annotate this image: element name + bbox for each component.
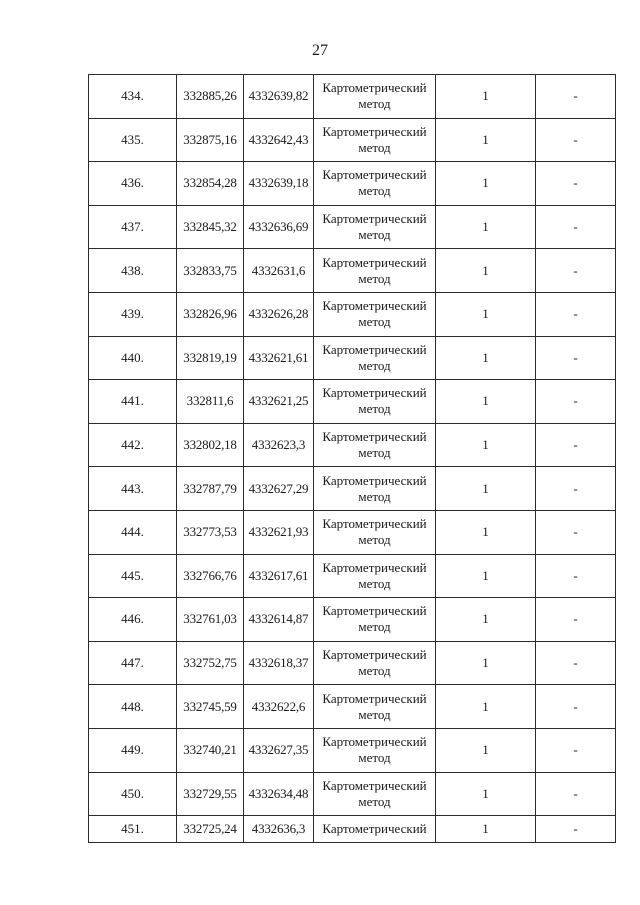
- method-line-1: Картометрический: [322, 341, 427, 357]
- point-number-cell: 451.: [89, 816, 177, 843]
- table-row: [89, 336, 616, 380]
- method-line-1: Картометрический: [322, 559, 427, 575]
- y-coordinate-cell: 4332614,87: [244, 598, 314, 642]
- x-coordinate-cell: 332826,96: [177, 292, 244, 336]
- table-row: [89, 685, 616, 729]
- method-cell: [314, 292, 436, 336]
- point-number-cell: 435.: [89, 118, 177, 162]
- x-coordinate-cell: 332833,75: [177, 249, 244, 293]
- x-coordinate-cell: 332725,24: [177, 816, 244, 843]
- method-cell: [314, 205, 436, 249]
- method-line-2: метод: [358, 619, 391, 635]
- method-line-2: метод: [358, 314, 391, 330]
- table-row: [89, 162, 616, 206]
- table-row: [89, 641, 616, 685]
- x-coordinate-cell: 332773,53: [177, 510, 244, 554]
- accuracy-cell: 1: [436, 467, 536, 511]
- method-line-1: Картометрический: [322, 472, 427, 488]
- method-cell: [314, 685, 436, 729]
- method-cell: [314, 510, 436, 554]
- method-cell: [314, 380, 436, 424]
- accuracy-cell: 1: [436, 816, 536, 843]
- y-coordinate-cell: 4332634,48: [244, 772, 314, 816]
- y-coordinate-cell: 4332639,18: [244, 162, 314, 206]
- method-line-1: Картометрический: [322, 777, 427, 793]
- table-row: [89, 205, 616, 249]
- point-number-cell: 444.: [89, 510, 177, 554]
- method-line-2: метод: [358, 575, 391, 591]
- method-line-1: Картометрический: [322, 647, 427, 663]
- method-line-1: Картометрический: [322, 80, 427, 96]
- table-row: [89, 772, 616, 816]
- table-row: [89, 816, 616, 843]
- point-number-cell: 450.: [89, 772, 177, 816]
- method-cell: [314, 467, 436, 511]
- description-cell: -: [536, 554, 616, 598]
- y-coordinate-cell: 4332622,6: [244, 685, 314, 729]
- point-number-cell: 439.: [89, 292, 177, 336]
- table-row: [89, 598, 616, 642]
- description-cell: -: [536, 205, 616, 249]
- accuracy-cell: 1: [436, 728, 536, 772]
- method-line-2: метод: [358, 793, 391, 809]
- table-row: [89, 292, 616, 336]
- accuracy-cell: 1: [436, 336, 536, 380]
- method-cell: [314, 598, 436, 642]
- coordinates-table: [88, 74, 616, 843]
- description-cell: -: [536, 162, 616, 206]
- description-cell: -: [536, 380, 616, 424]
- point-number-cell: 446.: [89, 598, 177, 642]
- y-coordinate-cell: 4332627,29: [244, 467, 314, 511]
- method-line-1: Картометрический: [322, 603, 427, 619]
- x-coordinate-cell: 332854,28: [177, 162, 244, 206]
- point-number-cell: 436.: [89, 162, 177, 206]
- x-coordinate-cell: 332885,26: [177, 75, 244, 119]
- x-coordinate-cell: 332811,6: [177, 380, 244, 424]
- method-cell: [314, 728, 436, 772]
- description-cell: -: [536, 467, 616, 511]
- method-line-2: метод: [358, 532, 391, 548]
- method-line-2: метод: [358, 96, 391, 112]
- method-line-1: Картометрический: [322, 429, 427, 445]
- accuracy-cell: 1: [436, 205, 536, 249]
- accuracy-cell: 1: [436, 380, 536, 424]
- table-row: [89, 249, 616, 293]
- method-line-2: метод: [358, 357, 391, 373]
- accuracy-cell: 1: [436, 249, 536, 293]
- method-line-1: Картометрический: [322, 516, 427, 532]
- method-line-1: Картометрический: [322, 167, 427, 183]
- description-cell: -: [536, 728, 616, 772]
- point-number-cell: 434.: [89, 75, 177, 119]
- method-cell: [314, 118, 436, 162]
- point-number-cell: 442.: [89, 423, 177, 467]
- table-row: [89, 423, 616, 467]
- method-line-2: метод: [358, 183, 391, 199]
- x-coordinate-cell: 332787,79: [177, 467, 244, 511]
- point-number-cell: 438.: [89, 249, 177, 293]
- accuracy-cell: 1: [436, 162, 536, 206]
- method-line-2: метод: [358, 750, 391, 766]
- description-cell: -: [536, 510, 616, 554]
- method-line-2: метод: [358, 270, 391, 286]
- method-line-2: метод: [358, 445, 391, 461]
- point-number-cell: 441.: [89, 380, 177, 424]
- y-coordinate-cell: 4332621,61: [244, 336, 314, 380]
- x-coordinate-cell: 332845,32: [177, 205, 244, 249]
- x-coordinate-cell: 332740,21: [177, 728, 244, 772]
- description-cell: -: [536, 423, 616, 467]
- accuracy-cell: 1: [436, 118, 536, 162]
- point-number-cell: 449.: [89, 728, 177, 772]
- accuracy-cell: 1: [436, 554, 536, 598]
- method-cell: [314, 554, 436, 598]
- x-coordinate-cell: 332875,16: [177, 118, 244, 162]
- description-cell: -: [536, 118, 616, 162]
- y-coordinate-cell: 4332631,6: [244, 249, 314, 293]
- y-coordinate-cell: 4332642,43: [244, 118, 314, 162]
- method-line-2: метод: [358, 706, 391, 722]
- point-number-cell: 443.: [89, 467, 177, 511]
- method-cell: [314, 816, 436, 843]
- y-coordinate-cell: 4332626,28: [244, 292, 314, 336]
- method-line-1: Картометрический: [322, 123, 427, 139]
- accuracy-cell: 1: [436, 423, 536, 467]
- method-cell: [314, 249, 436, 293]
- point-number-cell: 437.: [89, 205, 177, 249]
- description-cell: -: [536, 685, 616, 729]
- method-cell: [314, 641, 436, 685]
- table-row: [89, 554, 616, 598]
- y-coordinate-cell: 4332617,61: [244, 554, 314, 598]
- y-coordinate-cell: 4332623,3: [244, 423, 314, 467]
- method-line-2: метод: [358, 663, 391, 679]
- description-cell: -: [536, 641, 616, 685]
- table-row: [89, 118, 616, 162]
- y-coordinate-cell: 4332636,3: [244, 816, 314, 843]
- method-line-1: Картометрический: [322, 734, 427, 750]
- description-cell: -: [536, 249, 616, 293]
- method-line-1: Картометрический: [322, 298, 427, 314]
- point-number-cell: 445.: [89, 554, 177, 598]
- y-coordinate-cell: 4332627,35: [244, 728, 314, 772]
- accuracy-cell: 1: [436, 772, 536, 816]
- point-number-cell: 447.: [89, 641, 177, 685]
- page-number: 27: [312, 42, 328, 59]
- table-row: [89, 510, 616, 554]
- x-coordinate-cell: 332761,03: [177, 598, 244, 642]
- point-number-cell: 448.: [89, 685, 177, 729]
- table-row: [89, 380, 616, 424]
- method-cell: [314, 772, 436, 816]
- method-line-2: метод: [358, 401, 391, 417]
- table-row: [89, 467, 616, 511]
- method-line-1: Картометрический: [322, 690, 427, 706]
- table-row: [89, 728, 616, 772]
- description-cell: -: [536, 772, 616, 816]
- y-coordinate-cell: 4332621,93: [244, 510, 314, 554]
- method-line-1: Картометрический: [322, 254, 427, 270]
- x-coordinate-cell: 332802,18: [177, 423, 244, 467]
- method-cell: [314, 336, 436, 380]
- table-row: [89, 75, 616, 119]
- method-cell: [314, 75, 436, 119]
- coordinates-table-body: [89, 75, 616, 843]
- accuracy-cell: 1: [436, 685, 536, 729]
- x-coordinate-cell: 332745,59: [177, 685, 244, 729]
- accuracy-cell: 1: [436, 641, 536, 685]
- method-line-1: Картометрический: [322, 821, 427, 837]
- description-cell: -: [536, 598, 616, 642]
- accuracy-cell: 1: [436, 598, 536, 642]
- method-cell: [314, 423, 436, 467]
- accuracy-cell: 1: [436, 292, 536, 336]
- x-coordinate-cell: 332752,75: [177, 641, 244, 685]
- accuracy-cell: 1: [436, 75, 536, 119]
- description-cell: -: [536, 816, 616, 843]
- method-line-2: метод: [358, 139, 391, 155]
- y-coordinate-cell: 4332639,82: [244, 75, 314, 119]
- x-coordinate-cell: 332819,19: [177, 336, 244, 380]
- x-coordinate-cell: 332729,55: [177, 772, 244, 816]
- description-cell: -: [536, 292, 616, 336]
- accuracy-cell: 1: [436, 510, 536, 554]
- y-coordinate-cell: 4332618,37: [244, 641, 314, 685]
- method-line-1: Картометрический: [322, 385, 427, 401]
- point-number-cell: 440.: [89, 336, 177, 380]
- x-coordinate-cell: 332766,76: [177, 554, 244, 598]
- method-line-1: Картометрический: [322, 211, 427, 227]
- y-coordinate-cell: 4332621,25: [244, 380, 314, 424]
- description-cell: -: [536, 336, 616, 380]
- description-cell: -: [536, 75, 616, 119]
- method-line-2: метод: [358, 227, 391, 243]
- method-line-2: метод: [358, 488, 391, 504]
- method-cell: [314, 162, 436, 206]
- y-coordinate-cell: 4332636,69: [244, 205, 314, 249]
